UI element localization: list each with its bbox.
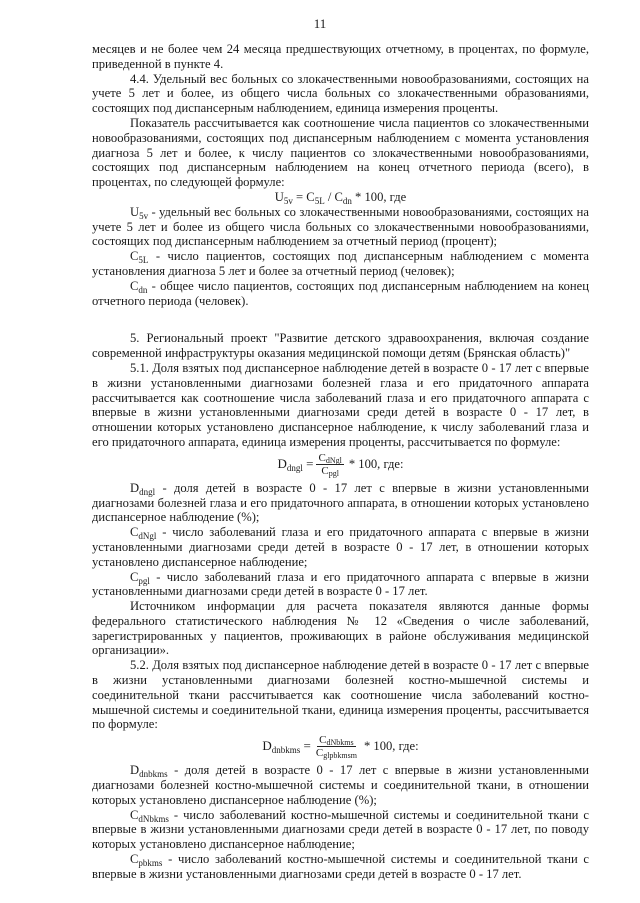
definition-cpgl: $C_{pgl}$ - число заболеваний глаза и его придаточного аппарата с впервые в жизни установленными диагнозами среди детей в возрасте 0 - 17 лет. bbox=[92, 569, 589, 599]
page-number: 11 bbox=[313, 16, 327, 31]
paragraph-continuation: месяцев и не более чем 24 месяца предшествующих отчетному, в процентах, по формуле, приведенной в пункте 4. bbox=[92, 42, 589, 71]
paragraph-5-2: 5.2. Доля взятых под диспансерное наблюдение детей в возрасте 0 - 17 лет с впервые в жизни установленными диагнозами болезней костно-мышечной системы и соединительной ткани рассчитывается как соотношение числа заболеваний костно-мышечной системы и соединительной ткани, единица измерения проценты, рассчитывается по формуле: bbox=[92, 658, 589, 732]
paragraph-4-4-calculation: Показатель рассчитывается как соотношение числа пациентов со злокачественными новообразованиями, состоящих под диспансерным наблюдением с момента установления диагноза 5 лет и более, к числу пациентов со злокачественными новообразованиями, состоящих под диспансерным наблюдением на конец отчетного периода (всего), в процентах, по следующей формуле: bbox=[92, 115, 589, 190]
definition-cdnbkms: $C_{dNbkms}$ - число заболеваний костно-мышечной системы и соединительной ткани с впервые в жизни установленными диагнозами среди детей в возрасте 0 - 17 лет, по поводу которых установлено диспансерное наблюдение; bbox=[92, 807, 589, 852]
definition-cdn: $C_{dn}$ - общее число пациентов, состоящих под диспансерным наблюдением на конец отчетного периода (человек). bbox=[92, 278, 589, 308]
formula-ddngl: $D_{dngl}$ = $\frac{C_{dNgl}}{C_{pgl}}$ * 100, где: bbox=[277, 451, 404, 478]
paragraph-5-1-source: Источником информации для расчета показателя являются данные формы федерального статистического наблюдения № 12 «Сведения о числе заболеваний, зарегистрированных у пациентов, проживающих в районе обслуживания медицинской организации». bbox=[92, 599, 589, 658]
fraction-ddngl: $\frac{C_{dNgl}}{C_{pgl}}$ bbox=[318, 451, 342, 478]
document-body bbox=[92, 42, 589, 882]
paragraph-4-4: 4.4. Удельный вес больных со злокачественными новообразованиями, состоящих на учете 5 лет и более, из общего числа больных со злокачественными образованиями, состоящих под диспансерным наблюдением, единица измерения проценты. bbox=[92, 71, 589, 116]
definition-cpbkms: $C_{pbkms}$ - число заболеваний костно-мышечной системы и соединительной ткани с впервые в жизни установленными диагнозами среди детей в возрасте 0 - 17 лет. bbox=[92, 852, 589, 881]
formula-u5v: $U_{5v} = C_{5L} / C_{dn} * 100$, где bbox=[274, 189, 407, 206]
formula-ddnbkms: $D_{dnbkms}$ = $\frac{C_{dNbkms}}{C_{glpbkmsm}}$ * 100, где: bbox=[262, 734, 419, 761]
definition-ddngl: $D_{dngl}$ - доля детей в возрасте 0 - 17 лет с впервые в жизни установленными диагнозами болезней глаза и его придаточного аппарата, в отношении которых установлено диспансерное наблюдение (%); bbox=[92, 480, 589, 525]
definition-c5l: $C_{5L}$ - число пациентов, состоящих под диспансерным наблюдением с момента установления диагноза 5 лет и более за отчетный период (человек); bbox=[92, 249, 589, 278]
definition-u5v: $U_{5v}$ - удельный вес больных со злокачественными новообразованиями, состоящих на учете 5 лет и более из общего числа больных со злокачественными новообразованиями, состоящих под диспансерным наблюдением за отчетный период (процент); bbox=[92, 204, 589, 249]
definition-cdngl: $C_{dNgl}$ - число заболеваний глаза и его придаточного аппарата с впервые в жизни установленными диагнозами среди детей в возрасте 0 - 17 лет, в отношении которых установлено диспансерное наблюдение; bbox=[92, 525, 589, 569]
fraction-ddnbkms: $\frac{C_{dNbkms}}{C_{glpbkmsm}}$ bbox=[315, 734, 357, 761]
paragraph-5-1: 5.1. Доля взятых под диспансерное наблюдение детей в возрасте 0 - 17 лет с впервые в жизни установленными диагнозами болезней глаза и его придаточного аппарата рассчитывается как соотношение числа заболеваний глаза и его придаточного аппарата с впервые в жизни установленными диагнозами среди детей в возрасте 0 - 17 лет, в отношении которых установлено диспансерное наблюдение, к числу заболеваний глаза и его придаточного аппарата, единица измерения проценты, рассчитывается по формуле: bbox=[92, 360, 589, 449]
section-gap bbox=[92, 308, 589, 331]
section-5-heading: 5. Региональный проект "Развитие детского здравоохранения, включая создание современной инфраструктуры оказания медицинской помощи детям (Брянская область)" bbox=[92, 331, 589, 361]
definition-ddnbkms: $D_{dnbkms}$ - доля детей в возрасте 0 - 17 лет с впервые в жизни установленными диагнозами болезней костно-мышечной системы и соединительной ткани, в отношении которых установлено диспансерное наблюдение (%); bbox=[92, 763, 589, 807]
